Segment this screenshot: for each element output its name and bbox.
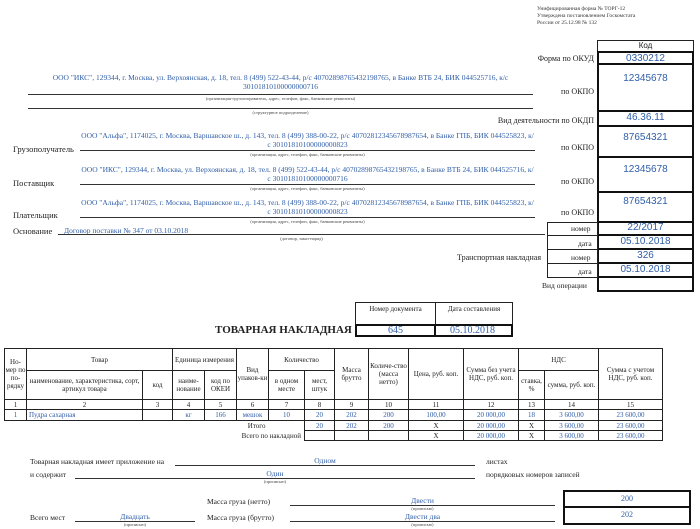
th-total: Сумма с учетом НДС, руб. коп. [599, 349, 663, 400]
operation-label: Вид операции [542, 281, 587, 290]
division-caption: (структурное подразделение) [252, 110, 309, 115]
vsego-price: X [409, 431, 464, 441]
supplier-okpo: 12345678 [597, 157, 694, 193]
col-num: 6 [237, 400, 269, 410]
itogo-total: 23 600,00 [599, 421, 663, 431]
th-vat-sum: сумма, руб. коп. [545, 371, 599, 400]
basis-number: 22/2017 [597, 222, 694, 236]
col-num: 2 [27, 400, 143, 410]
doc-date-head-text: Дата составления [447, 305, 501, 313]
supplier-label: Поставщик [13, 178, 55, 188]
itogo-places: 20 [305, 421, 335, 431]
okdp-value: 46.36.11 [597, 111, 694, 127]
th-goods-name: наименование, характеристика, сорт, артикул товара [27, 371, 143, 400]
contains-label: и содержит [30, 470, 67, 479]
cell-unit: кг [173, 410, 205, 421]
th-sum: Сумма без учета НДС, руб. коп. [464, 349, 519, 400]
supplier-line [80, 184, 535, 185]
itogo-price: X [409, 421, 464, 431]
form-line: России от 25.12.98 № 132 [537, 20, 597, 26]
doc-number: 645 [355, 324, 436, 337]
cell-okei: 166 [205, 410, 237, 421]
form-line: Унифицированная форма № ТОРГ-12 [537, 6, 626, 12]
contains-caption: (прописью) [263, 479, 287, 484]
th-vat: НДС [519, 349, 599, 371]
net-box: 200 [563, 490, 691, 508]
th-qty-places: мест, штук [305, 371, 335, 400]
cell-price: 100,00 [409, 410, 464, 421]
form-info [537, 6, 635, 27]
cell-vat: 3 600,00 [545, 410, 599, 421]
th-unit-okei: код по ОКЕИ [205, 371, 237, 400]
th-unit-name: наиме-нование [173, 371, 205, 400]
shipper-okpo: 12345678 [597, 64, 694, 112]
net-caption: (прописью) [411, 506, 434, 511]
consignee-text: ООО "Альфа", 1174025, г. Москва, Варшавское ш., д. 143, тел. 8 (499) 388-00-22, р/с 40702812345678987654, в Банке ГПБ, БИК 044525823, к/с 30101810100000000823 [81, 131, 534, 149]
okpo-label: по ОКПО [561, 208, 594, 217]
supplier-caption: (организация, адрес, телефон, факс, банковские реквизиты) [250, 186, 365, 191]
th-gross: Масса брутто [335, 349, 369, 400]
shipper-line [28, 94, 533, 95]
itogo-sum: 20 000,00 [464, 421, 519, 431]
payer-text: ООО "Альфа", 1174025, г. Москва, Варшавское ш., д. 143, тел. 8 (499) 388-00-22, р/с 40702812345678987654, в Банке ГПБ, БИК 044525823, к/с 30101810100000000823 [81, 198, 534, 216]
vsego-vat: 3 600,00 [545, 431, 599, 441]
contains-unit: порядковых номеров записей [486, 470, 580, 479]
th-vat-rate: ставка, % [519, 371, 545, 400]
okud-value: 0330212 [597, 51, 694, 65]
transport-number: 326 [597, 250, 694, 264]
basis-line [58, 234, 545, 235]
col-num: 3 [143, 400, 173, 410]
okpo-label: по ОКПО [561, 177, 594, 186]
vsego-gross [335, 431, 369, 441]
places-value: Двадцать [120, 512, 150, 521]
goods-table [4, 348, 663, 441]
itogo-gross: 202 [335, 421, 369, 431]
transport-date-label: дата [578, 267, 592, 276]
vsego-sum: 20 000,00 [464, 431, 519, 441]
contains-value: Один [266, 469, 284, 478]
itogo-row [5, 421, 663, 431]
th-goods-code: код [143, 371, 173, 400]
doc-title: ТОВАРНАЯ НАКЛАДНАЯ [215, 324, 352, 336]
itogo-blank [269, 421, 305, 431]
col-num: 5 [205, 400, 237, 410]
col-num: 4 [173, 400, 205, 410]
attach-line [175, 465, 475, 466]
vsego-places [305, 431, 335, 441]
th-net: Количе-ство (масса нетто) [369, 349, 409, 400]
transport-number-label: номер [571, 253, 591, 262]
th-num: Но-мер по по-рядку [5, 349, 27, 400]
col-num: 14 [545, 400, 599, 410]
col-num: 12 [464, 400, 519, 410]
col-num: 10 [369, 400, 409, 410]
gross-label: Масса груза (брутто) [207, 513, 275, 522]
itogo-rate: X [519, 421, 545, 431]
net-value: Двести [411, 496, 434, 505]
shipper-text: ООО "ИКС", 129344, г. Москва, ул. Верхоянская, д. 18, тел. 8 (499) 522-43-44, р/с 40702898765432198765, в Банке ВТБ 24, БИК 044525716, к/с 30101810100000000716 [52, 73, 509, 91]
vsego-net [369, 431, 409, 441]
col-num: 11 [409, 400, 464, 410]
payer-caption: (организация, адрес, телефон, факс, банковские реквизиты) [250, 219, 365, 224]
itogo-net: 200 [369, 421, 409, 431]
operation-value [597, 278, 694, 292]
cell-name: Пудра сахарная [27, 410, 143, 421]
col-num: 8 [305, 400, 335, 410]
col-num: 9 [335, 400, 369, 410]
form-line: Утверждена постановлением Госкомстата [537, 13, 636, 19]
th-qty: Количество [269, 349, 335, 371]
cell-pack: мешок [237, 410, 269, 421]
net-label: Масса груза (нетто) [207, 497, 271, 506]
cell-num: 1 [5, 410, 27, 421]
basis-date: 05.10.2018 [597, 236, 694, 250]
gross-value: Двести два [404, 512, 441, 521]
okpo-label: по ОКПО [561, 87, 594, 96]
gross-box: 202 [563, 507, 691, 525]
basis-number-label: номер [571, 224, 591, 233]
cell-total: 23 600,00 [599, 410, 663, 421]
basis-caption: (договор, заказ-наряд) [280, 236, 323, 241]
doc-number-head [355, 302, 436, 325]
cell-rate: 18 [519, 410, 545, 421]
consignee-okpo: 87654321 [597, 126, 694, 158]
cell-one: 10 [269, 410, 305, 421]
th-goods: Товар [27, 349, 173, 371]
gross-caption: (прописью) [411, 522, 434, 527]
col-num: 1 [5, 400, 27, 410]
payer-okpo: 87654321 [597, 192, 694, 223]
th-qty-one: в одном месте [269, 371, 305, 400]
col-num: 7 [269, 400, 305, 410]
attach-unit: листах [486, 457, 508, 466]
vsego-label: Всего по накладной [241, 431, 301, 440]
payer-line [80, 217, 535, 218]
places-caption: (прописью) [123, 522, 147, 527]
shipper-caption: (организация-грузоотправитель, адрес, телефон, факс, банковские реквизиты) [205, 96, 356, 101]
doc-date-head [435, 302, 513, 325]
basis-text: Договор поставки № 347 от 03.10.2018 [64, 226, 189, 235]
cell-places: 20 [305, 410, 335, 421]
okpo-label: по ОКПО [561, 143, 594, 152]
col-num: 13 [519, 400, 545, 410]
transport-date: 05.10.2018 [597, 264, 694, 278]
th-price: Цена, руб. коп. [409, 349, 464, 400]
vsego-rate: X [519, 431, 545, 441]
cell-gross: 202 [335, 410, 369, 421]
places-label: Всего мест [30, 513, 66, 522]
vsego-row [5, 431, 663, 441]
itogo-vat: 3 600,00 [545, 421, 599, 431]
doc-number-head-text: Номер документа [369, 305, 422, 313]
basis-label: Основание [13, 226, 53, 236]
consignee-label: Грузополучатель [13, 144, 74, 154]
cell-net: 200 [369, 410, 409, 421]
vsego-total: 23 600,00 [599, 431, 663, 441]
payer-label: Плательщик [13, 210, 58, 220]
col-num: 15 [599, 400, 663, 410]
code-header: Код [597, 40, 694, 52]
okdp-label: Вид деятельности по ОКДП [497, 116, 594, 125]
th-unit: Единица измерения [173, 349, 237, 371]
table-row [5, 410, 663, 421]
basis-date-label: дата [578, 239, 592, 248]
th-pack: Вид упаков-ки [237, 349, 269, 400]
division-line [28, 108, 533, 109]
consignee-caption: (организация, адрес, телефон, факс, банковские реквизиты) [250, 152, 365, 157]
consignee-line [80, 150, 535, 151]
supplier-text: ООО "ИКС", 129344, г. Москва, ул. Верхоянская, д. 18, тел. 8 (499) 522-43-44, р/с 40702898765432198765, в Банке ВТБ 24, БИК 044525716, к/с 30101810100000000716 [81, 165, 534, 183]
doc-date: 05.10.2018 [434, 324, 513, 337]
cell-code [143, 410, 173, 421]
okud-label: Форма по ОКУД [537, 54, 594, 63]
transport-label: Транспортная накладная [457, 253, 541, 262]
itogo-label: Итого [247, 421, 266, 430]
attach-value: Одном [314, 456, 336, 465]
attach-label: Товарная накладная имеет приложение на [30, 457, 165, 466]
cell-sum: 20 000,00 [464, 410, 519, 421]
